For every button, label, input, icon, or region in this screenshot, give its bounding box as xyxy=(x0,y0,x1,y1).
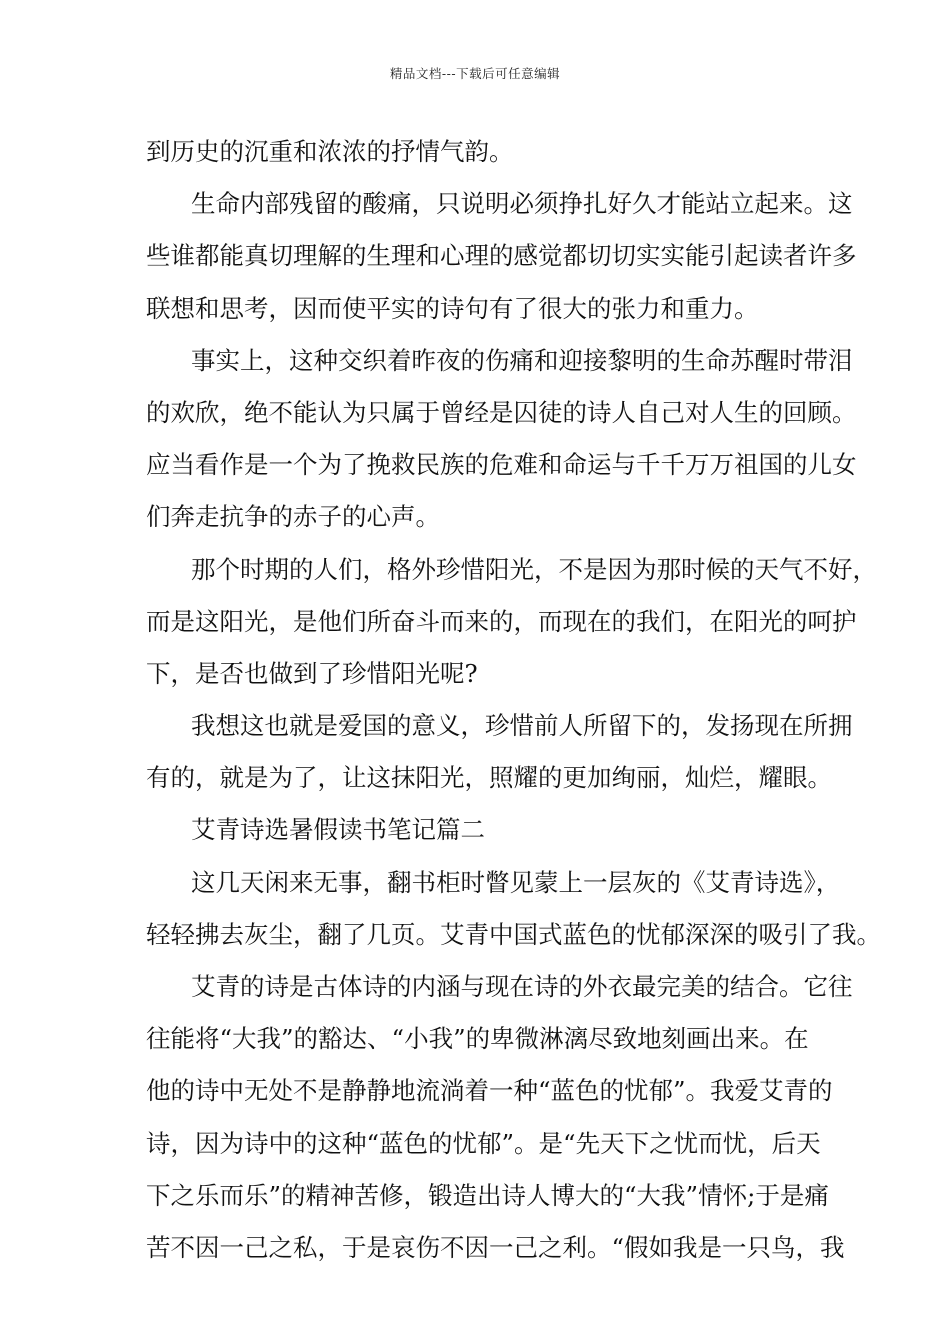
text-line: 诗，因为诗中的这种“蓝色的忧郁”。是“先天下之忧而忧，后天 xyxy=(146,1128,821,1158)
text-line: 有的，就是为了，让这抹阳光，照耀的更加绚丽，灿烂，耀眼。 xyxy=(146,763,832,793)
text-line: 联想和思考，因而使平实的诗句有了很大的张力和重力。 xyxy=(146,293,759,323)
text-line: 些谁都能真切理解的生理和心理的感觉都切切实实能引起读者许多 xyxy=(146,241,857,271)
text-line: 生命内部残留的酸痛，只说明必须挣扎好久才能站立起来。这 xyxy=(191,189,853,219)
text-line: 轻轻拂去灰尘，翻了几页。艾青中国式蓝色的忧郁深深的吸引了我。 xyxy=(146,919,881,949)
text-line: 那个时期的人们，格外珍惜阳光，不是因为那时候的天气不好， xyxy=(191,554,877,584)
text-line: 艾青的诗是古体诗的内涵与现在诗的外衣最完美的结合。它往 xyxy=(191,972,853,1001)
text-line: 往能将“大我”的豁达、“小我”的卑微淋漓尽致地刻画出来。在 xyxy=(146,1024,809,1054)
text-line: 到历史的沉重和浓浓的抒情气韵。 xyxy=(146,137,514,166)
text-line: 他的诗中无处不是静静地流淌着一种“蓝色的忧郁”。我爱艾青的 xyxy=(146,1076,833,1106)
text-line: 苦不因一己之私，于是哀伤不因一己之利。“假如我是一只鸟，我 xyxy=(146,1232,845,1262)
text-line: 这几天闲来无事，翻书柜时瞥见蒙上一层灰的《艾青诗选》， xyxy=(191,867,841,897)
text-line: 事实上，这种交织着昨夜的伤痛和迎接黎明的生命苏醒时带泪 xyxy=(191,345,853,375)
text-line: 应当看作是一个为了挽救民族的危难和命运与千千万万祖国的儿女 xyxy=(146,450,857,480)
text-line: 们奔走抗争的赤子的心声。 xyxy=(146,502,440,532)
page-header: 精品文档---下载后可任意编辑 xyxy=(389,66,561,81)
text-line: 艾青诗选暑假读书笔记篇二 xyxy=(191,815,485,845)
text-line: 下，是否也做到了珍惜阳光呢? xyxy=(146,658,478,688)
text-line: 的欢欣，绝不能认为只属于曾经是囚徒的诗人自己对人生的回顾。 xyxy=(146,397,857,427)
text-line: 我想这也就是爱国的意义，珍惜前人所留下的，发扬现在所拥 xyxy=(191,711,853,741)
document-body xyxy=(146,126,881,1274)
text-line: 而是这阳光，是他们所奋斗而来的，而现在的我们，在阳光的呵护 xyxy=(146,606,857,636)
text-line: 下之乐而乐”的精神苦修，锻造出诗人博大的“大我”情怀;于是痛 xyxy=(146,1180,829,1210)
